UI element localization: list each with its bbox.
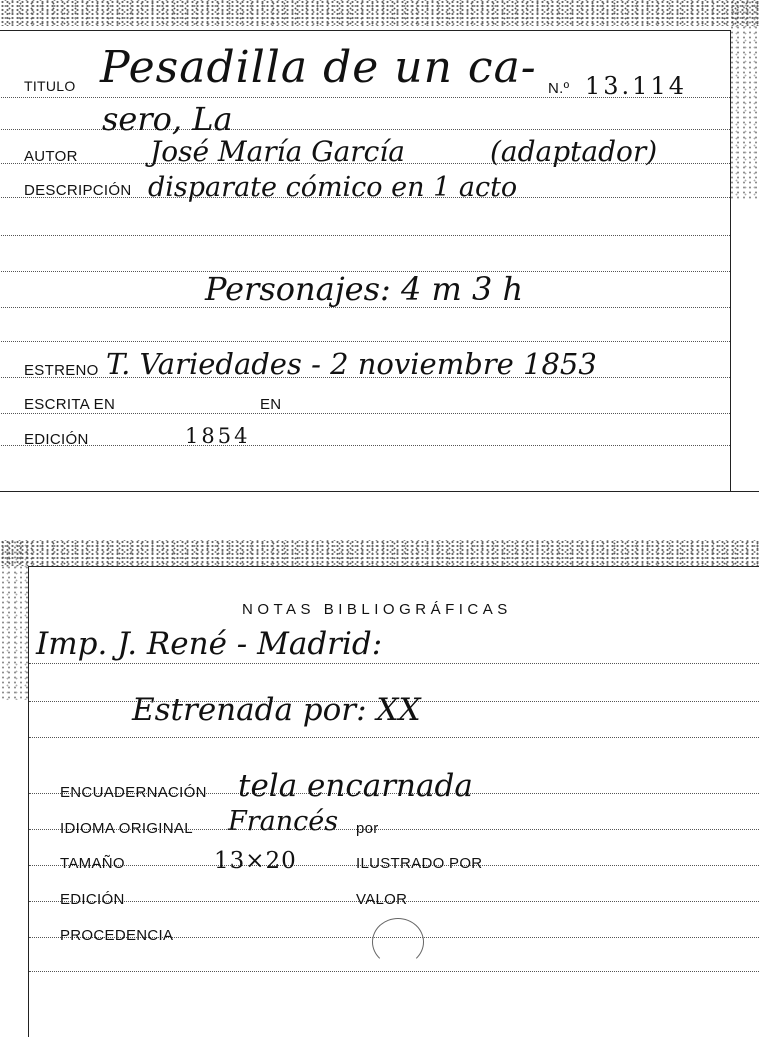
procedencia-label: PROCEDENCIA [60, 927, 174, 944]
autor-value: José María García [150, 135, 405, 168]
idioma-original-value: Francés [228, 806, 339, 837]
catalog-card-main [0, 0, 759, 490]
card-edge-speckle-side [0, 540, 30, 700]
edicion-value: 1854 [185, 424, 251, 448]
catalog-card-notes [0, 540, 759, 1028]
por-label: por [356, 820, 379, 837]
stamp-mark [372, 918, 424, 966]
tamano-label: TAMAÑO [60, 855, 125, 872]
autor-label: AUTOR [24, 148, 78, 165]
idioma-original-label: IDIOMA ORIGINAL [60, 820, 193, 837]
card-edge-speckle [0, 540, 759, 566]
card-edge-speckle-side [729, 0, 759, 200]
notas-heading: NOTAS BIBLIOGRÁFICAS [242, 601, 512, 618]
titulo-value-line1: Pesadilla de un ca- [100, 42, 537, 93]
descripcion-label: DESCRIPCIÓN [24, 182, 132, 199]
estreno-value: T. Variedades - 2 noviembre 1853 [106, 347, 597, 381]
ilustrado-por-label: ILUSTRADO POR [356, 855, 483, 872]
personajes-note: Personajes: 4 m 3 h [205, 270, 524, 308]
descripcion-value: disparate cómico en 1 acto [148, 172, 518, 203]
notes-line2: Estrenada por: XX [132, 692, 421, 728]
card-edge-speckle [0, 0, 759, 26]
valor-label: VALOR [356, 891, 408, 908]
encuadernacion-value: tela encarnada [238, 768, 473, 804]
card-separator [0, 491, 759, 492]
titulo-label: TITULO [24, 78, 76, 94]
edicion-label: EDICIÓN [60, 891, 125, 908]
edicion-label: EDICIÓN [24, 431, 89, 448]
tamano-value: 13×20 [214, 848, 297, 874]
notes-line1: Imp. J. René - Madrid: [36, 626, 383, 662]
numero-label: N.º [548, 80, 570, 97]
en-label: EN [260, 396, 282, 413]
autor-role: (adaptador) [490, 135, 658, 168]
escrita-en-label: ESCRITA EN [24, 396, 116, 413]
estreno-label: ESTRENO [24, 362, 99, 379]
numero-value: 13.114 [585, 72, 687, 100]
encuadernacion-label: ENCUADERNACIÓN [60, 784, 207, 801]
titulo-value-line2: sero, La [102, 100, 233, 138]
